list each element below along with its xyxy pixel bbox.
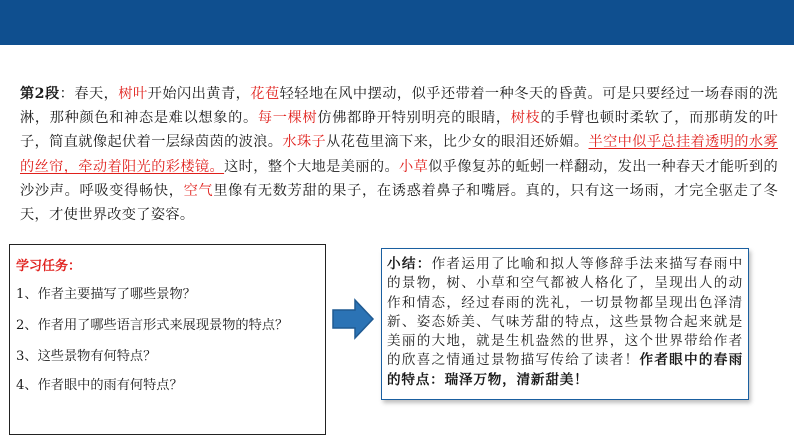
task-title: 学习任务：	[16, 259, 82, 274]
passage-segment: 空气	[183, 182, 214, 199]
task-item-2: 2、作者用了哪些语言形式来展现景物的特点？	[16, 318, 289, 333]
passage-segment: 小草	[399, 158, 429, 175]
passage-segment: 半空中似乎总挂着透明的水雾的丝帘，牵动着阳光的彩楼镜。	[20, 134, 778, 175]
passage-segment: 仿佛都睁开特别明亮的眼睛，	[317, 110, 511, 127]
summary-body: 作者运用了比喻和拟人等修辞手法来描写春雨中的景物，树、小草和空气都被人格化了，呈现出人的动作和情态，经过春雨的洗礼，一切景物都呈现出色泽清新、姿态娇美、气味芳甜的特点，这些景物合起来就是美丽的大地，就是生机盎然的世界，这个世界带给作者的欣喜之情通过景物描写传给了读者！	[387, 256, 743, 369]
header-bar	[0, 0, 794, 45]
summary-lead: 小结：	[387, 256, 432, 272]
passage-segment: 这时，整个大地是美丽的。	[224, 158, 400, 175]
passage-segment: 第2段	[20, 86, 60, 102]
task-item-3: 3、这些景物有何特点？	[16, 349, 157, 364]
passage-segment: 从花苞里滴下来，比少女的眼泪还娇媚。	[326, 134, 589, 151]
passage-segment: 每一棵树	[257, 110, 318, 127]
passage-segment: 轻轻地在风中摆动，似乎还带着一种冬天的昏黄。可是只要经过一场春雨的洗淋，那种颜色和神态是难以想象的。	[20, 86, 779, 127]
passage-segment: 似乎像复苏的蚯蚓一样翻动，发出一种春天才能听到的沙沙声。呼吸变得畅快，	[20, 158, 779, 199]
task-item-4: 4、作者眼中的雨有何特点？	[16, 378, 183, 393]
passage-segment: 里像有无数芳甜的果子，在诱惑着鼻子和嘴唇。真的，只有这一场雨，才完全驱走了冬天，才使世界改变了姿容。	[20, 182, 778, 224]
task-item-1: 1、作者主要描写了哪些景物？	[16, 287, 196, 302]
summary-conclusion: 作者眼中的春雨的特点：瑞泽万物，清新甜美！	[387, 352, 743, 388]
passage-paragraph	[20, 82, 778, 227]
passage-segment: ：春天，	[59, 86, 119, 102]
passage-segment: 的手臂也顿时柔软了，而那萌发的叶子，简直就像起伏着一层绿茵茵的波浪。	[20, 110, 779, 151]
passage-segment: 树枝	[510, 110, 541, 127]
passage-segment: 水珠子	[282, 134, 327, 151]
passage-segment: 开始闪出黄青，	[147, 86, 251, 102]
passage-segment: 花苞	[250, 86, 280, 102]
right-arrow-icon	[331, 297, 375, 341]
passage-segment: 树叶	[118, 86, 148, 102]
summary-text	[387, 255, 743, 390]
